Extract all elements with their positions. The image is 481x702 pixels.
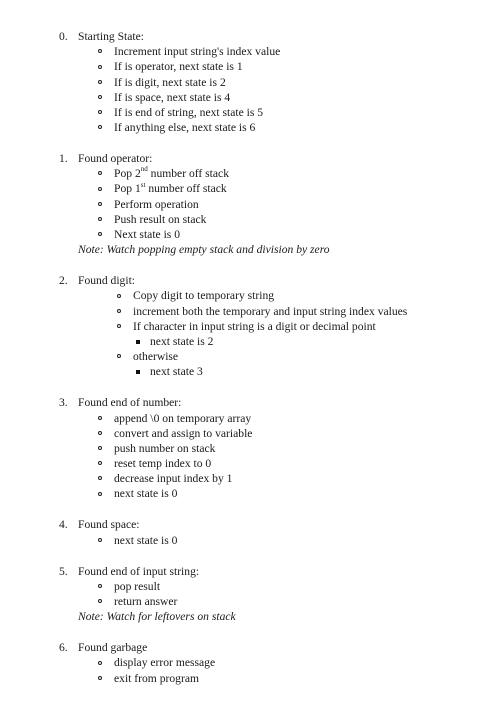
list-item bbox=[0, 349, 481, 364]
section-title: Found end of input string: bbox=[78, 564, 200, 578]
hollow-bullet-icon bbox=[98, 65, 102, 69]
list-item bbox=[0, 579, 481, 594]
list-item-text: If character in input string is a digit or decimal point bbox=[133, 319, 376, 333]
hollow-bullet-icon bbox=[98, 584, 102, 588]
section-number: 1. bbox=[59, 152, 68, 166]
list-item bbox=[0, 456, 481, 471]
list-item bbox=[0, 441, 481, 456]
hollow-bullet-icon bbox=[98, 431, 102, 435]
section-found-end-of-input bbox=[0, 564, 481, 625]
list-item bbox=[0, 319, 481, 334]
list-item bbox=[0, 212, 481, 227]
hollow-bullet-icon bbox=[98, 461, 102, 465]
list-item bbox=[0, 227, 481, 242]
list-item-text-post: number off stack bbox=[145, 182, 227, 196]
list-item bbox=[0, 471, 481, 486]
ordinal-suffix: nd bbox=[140, 165, 148, 174]
list-item bbox=[0, 304, 481, 319]
list-item-text: next state is 2 bbox=[150, 334, 214, 348]
list-item-text: If anything else, next state is 6 bbox=[114, 121, 256, 135]
hollow-bullet-icon bbox=[98, 110, 102, 114]
list-item-text-post: number off stack bbox=[147, 167, 229, 181]
section-title: Found end of number: bbox=[78, 396, 182, 410]
list-item bbox=[0, 166, 481, 181]
list-item-text: append \0 on temporary array bbox=[114, 411, 252, 425]
list-item bbox=[0, 181, 481, 196]
list-item-text: If is end of string, next state is 5 bbox=[114, 105, 264, 119]
list-item bbox=[0, 426, 481, 441]
section-heading bbox=[0, 517, 481, 532]
hollow-bullet-icon bbox=[98, 446, 102, 450]
hollow-bullet-icon bbox=[117, 354, 121, 358]
list-item bbox=[0, 486, 481, 501]
hollow-bullet-icon bbox=[98, 676, 102, 680]
section-number: 3. bbox=[59, 396, 68, 410]
list-item-text: Push result on stack bbox=[114, 212, 207, 226]
hollow-bullet-icon bbox=[98, 80, 102, 84]
note-text: Note: Watch for leftovers on stack bbox=[78, 610, 236, 624]
list-item bbox=[0, 411, 481, 426]
sub-list-item bbox=[0, 364, 481, 379]
list-item-text: If is operator, next state is 1 bbox=[114, 60, 243, 74]
hollow-bullet-icon bbox=[98, 232, 102, 236]
list-item bbox=[0, 90, 481, 105]
document-body bbox=[0, 29, 481, 702]
hollow-bullet-icon bbox=[98, 49, 102, 53]
sub-list-item bbox=[0, 334, 481, 349]
section-heading bbox=[0, 273, 481, 288]
hollow-bullet-icon bbox=[98, 599, 102, 603]
list-item-text-pre: Pop 2 bbox=[114, 167, 141, 181]
list-item-text bbox=[114, 181, 227, 196]
section-found-operator bbox=[0, 151, 481, 257]
section-found-end-of-number bbox=[0, 395, 481, 501]
list-item-text: Perform operation bbox=[114, 197, 199, 211]
section-note bbox=[0, 242, 481, 257]
hollow-bullet-icon bbox=[98, 476, 102, 480]
list-item bbox=[0, 75, 481, 90]
list-item-text: exit from program bbox=[114, 671, 199, 685]
list-item-text: If is space, next state is 4 bbox=[114, 90, 231, 104]
section-number: 2. bbox=[59, 274, 68, 288]
list-item-text: decrease input index by 1 bbox=[114, 472, 233, 486]
square-bullet-icon bbox=[136, 340, 140, 344]
section-number: 5. bbox=[59, 564, 68, 578]
section-found-digit bbox=[0, 273, 481, 379]
hollow-bullet-icon bbox=[98, 538, 102, 542]
list-item-text: return answer bbox=[114, 594, 178, 608]
list-item bbox=[0, 120, 481, 135]
section-heading bbox=[0, 640, 481, 655]
list-item-text: Copy digit to temporary string bbox=[133, 289, 275, 303]
list-item bbox=[0, 655, 481, 670]
list-item bbox=[0, 59, 481, 74]
hollow-bullet-icon bbox=[98, 125, 102, 129]
hollow-bullet-icon bbox=[98, 217, 102, 221]
hollow-bullet-icon bbox=[98, 187, 102, 191]
section-number: 0. bbox=[59, 30, 68, 43]
list-item bbox=[0, 594, 481, 609]
section-number: 6. bbox=[59, 641, 68, 655]
list-item-text: Increment input string's index value bbox=[114, 45, 281, 59]
section-heading bbox=[0, 29, 481, 44]
section-title: Found digit: bbox=[78, 274, 136, 288]
list-item-text: next state is 0 bbox=[114, 533, 178, 547]
list-item-text: increment both the temporary and input string index values bbox=[133, 304, 408, 318]
list-item bbox=[0, 197, 481, 212]
section-title: Found garbage bbox=[78, 641, 148, 655]
note-text: Note: Watch popping empty stack and division by zero bbox=[78, 243, 330, 257]
list-item-text-pre: Pop 1 bbox=[114, 182, 141, 196]
ordinal-suffix: st bbox=[140, 180, 146, 189]
hollow-bullet-icon bbox=[98, 416, 102, 420]
list-item bbox=[0, 533, 481, 548]
section-heading bbox=[0, 395, 481, 410]
section-title: Found operator: bbox=[78, 152, 153, 166]
list-item-text bbox=[114, 166, 229, 181]
section-number: 4. bbox=[59, 518, 68, 532]
hollow-bullet-icon bbox=[98, 661, 102, 665]
list-item bbox=[0, 105, 481, 120]
section-title: Found space: bbox=[78, 518, 140, 532]
list-item-text: reset temp index to 0 bbox=[114, 457, 212, 471]
list-item-text: display error message bbox=[114, 656, 216, 670]
list-item-text: next state 3 bbox=[150, 365, 203, 379]
list-item-text: Next state is 0 bbox=[114, 228, 181, 242]
section-heading bbox=[0, 151, 481, 166]
hollow-bullet-icon bbox=[98, 492, 102, 496]
list-item-text: push number on stack bbox=[114, 441, 216, 455]
hollow-bullet-icon bbox=[98, 202, 102, 206]
section-heading bbox=[0, 564, 481, 579]
section-found-garbage bbox=[0, 640, 481, 686]
square-bullet-icon bbox=[136, 370, 140, 374]
list-item-text: pop result bbox=[114, 579, 161, 593]
list-item-text: otherwise bbox=[133, 350, 179, 364]
section-found-space bbox=[0, 517, 481, 547]
section-title: Starting State: bbox=[78, 30, 145, 43]
list-item bbox=[0, 44, 481, 59]
hollow-bullet-icon bbox=[117, 324, 121, 328]
section-note bbox=[0, 609, 481, 624]
section-starting-state bbox=[0, 29, 481, 135]
hollow-bullet-icon bbox=[117, 294, 121, 298]
list-item-text: next state is 0 bbox=[114, 487, 178, 501]
hollow-bullet-icon bbox=[98, 171, 102, 175]
list-item bbox=[0, 671, 481, 686]
list-item bbox=[0, 288, 481, 303]
list-item-text: convert and assign to variable bbox=[114, 426, 253, 440]
list-item-text: If is digit, next state is 2 bbox=[114, 75, 226, 89]
hollow-bullet-icon bbox=[98, 95, 102, 99]
hollow-bullet-icon bbox=[117, 309, 121, 313]
